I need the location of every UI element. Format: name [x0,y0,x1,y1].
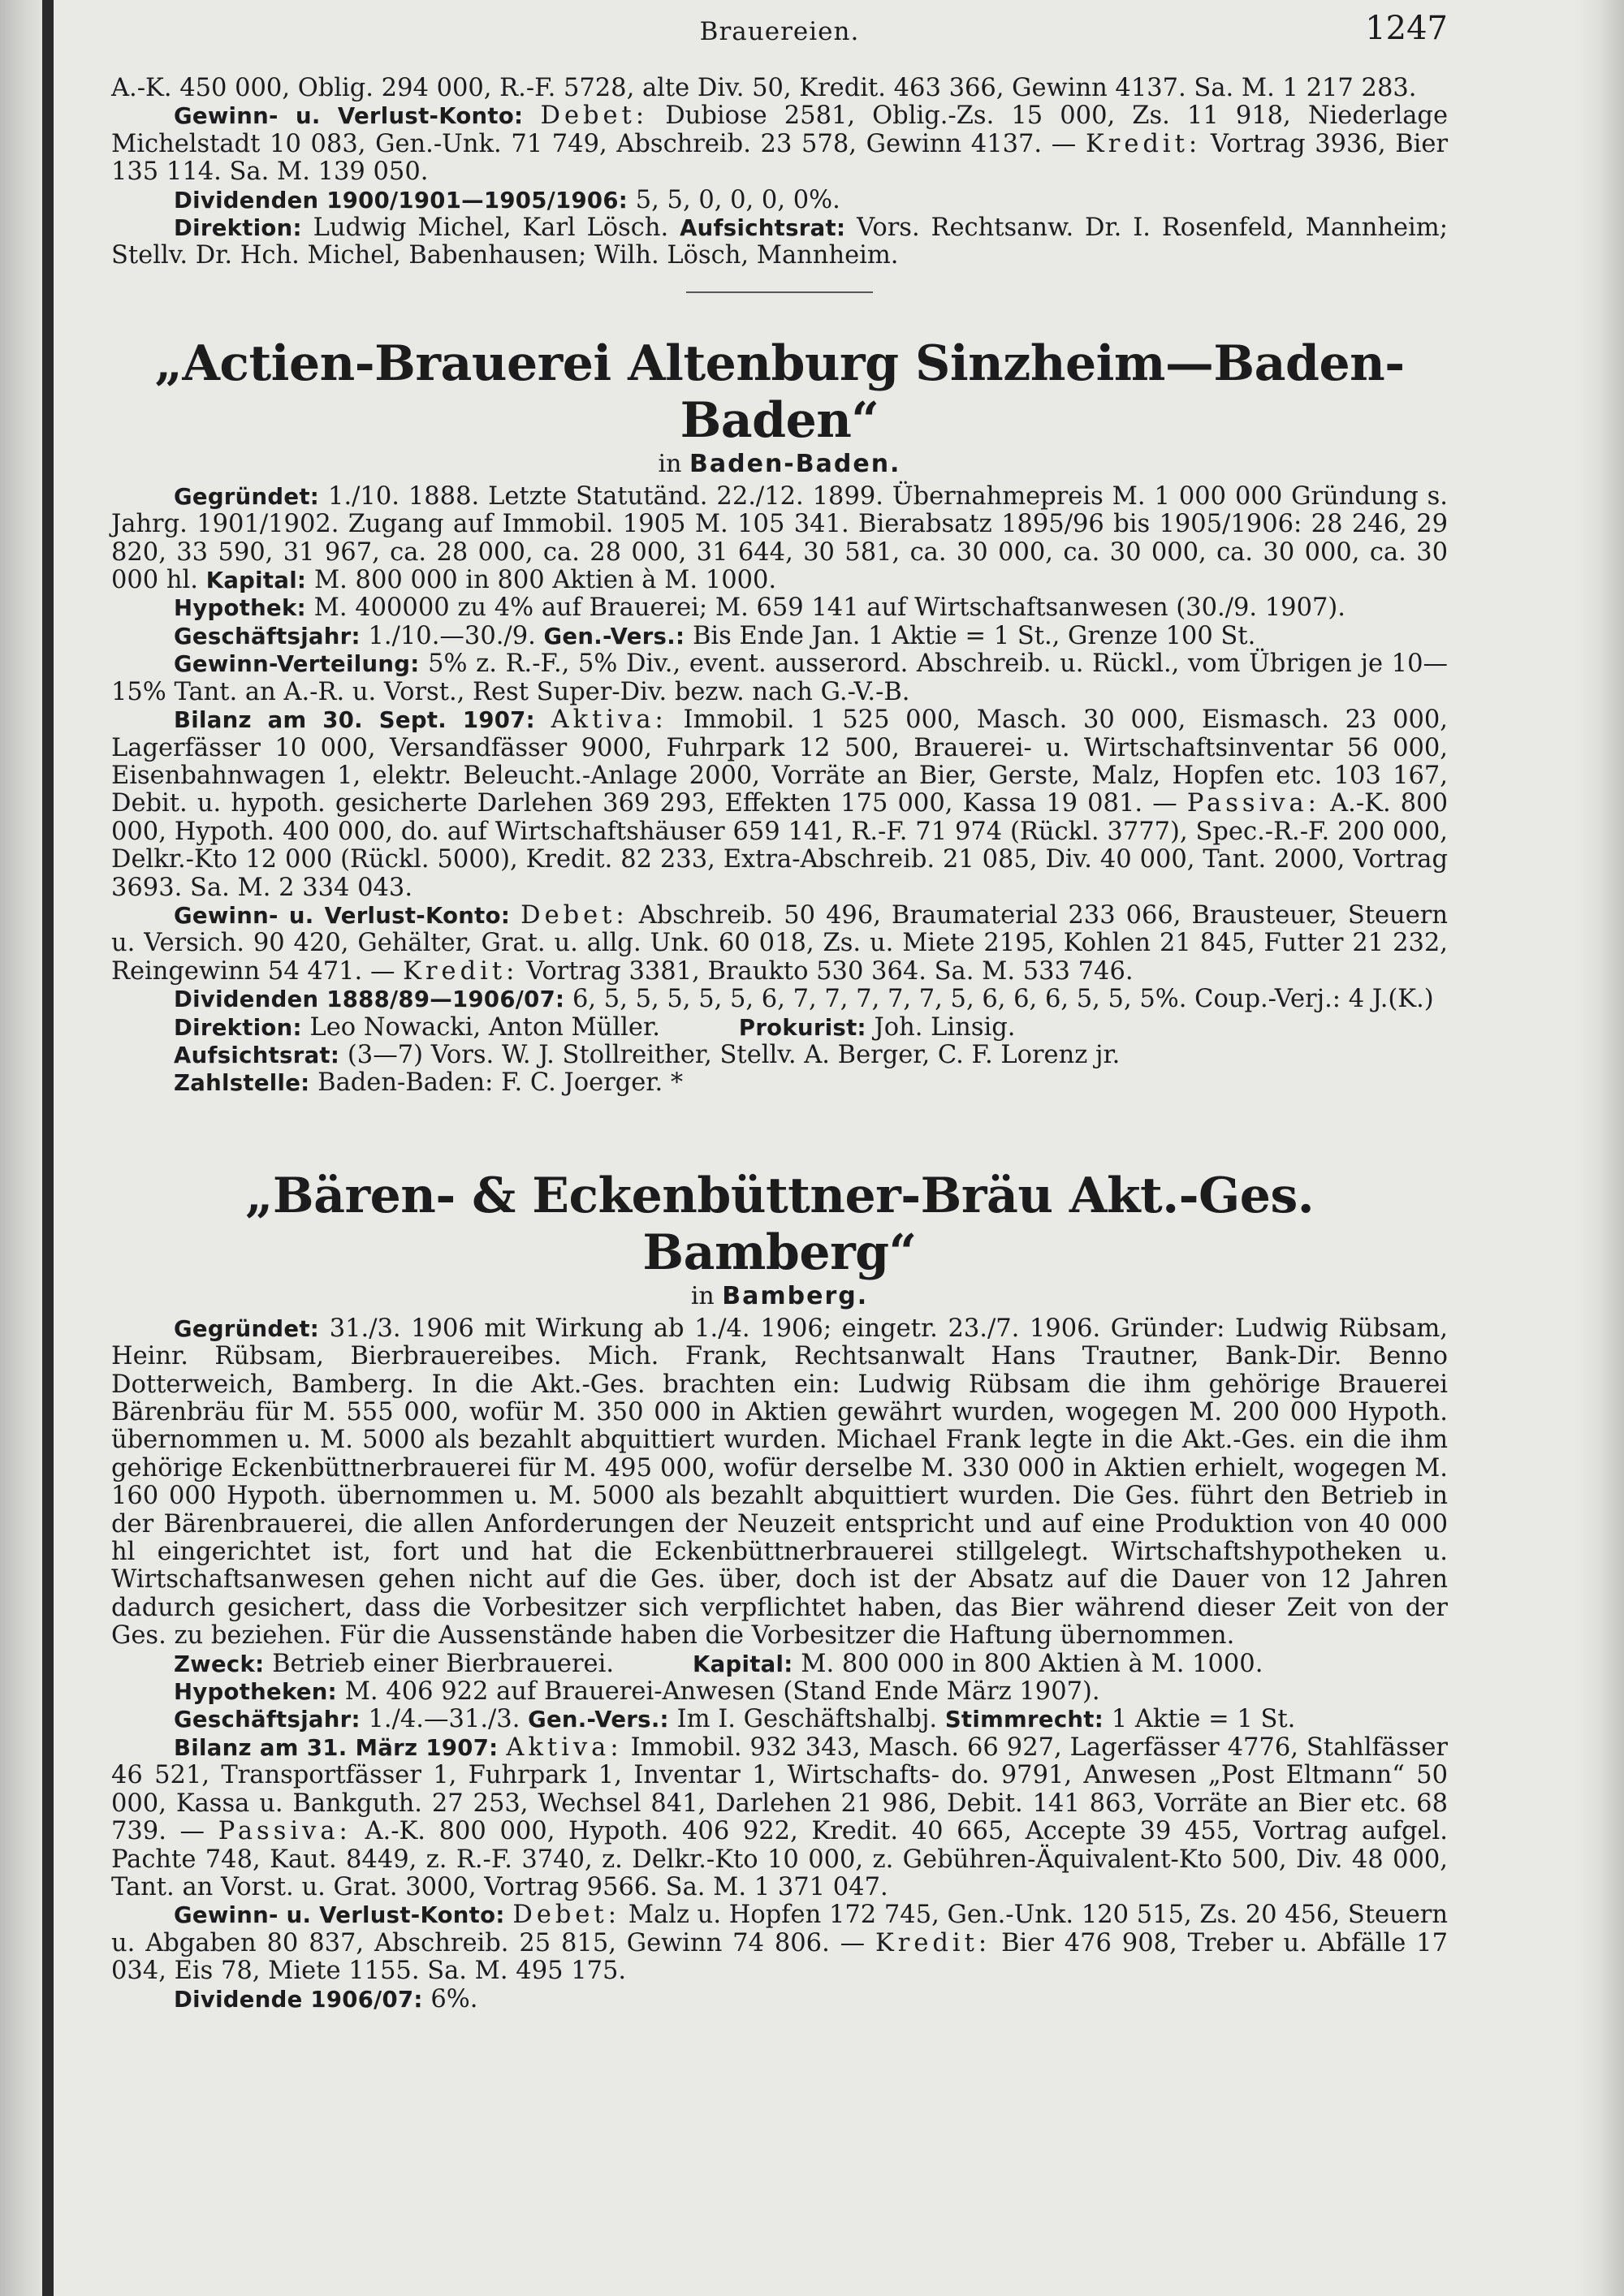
document-page [111,10,1449,2013]
label: Kapital: [205,568,307,594]
previous-entry [111,75,1448,270]
label: Stimmrecht: [944,1707,1104,1733]
entry-geschaeftsjahr: Geschäftsjahr: 1./4.—31./3. Gen.-Vers.: Im I. Geschäftshalbj. Stimmrecht: 1 Aktie = 1 St. [174,1705,1296,1734]
label: Bilanz am 31. März 1907: [174,1734,499,1761]
entry-zweck: Zweck: Betrieb einer Bierbrauerei. Kapital: M. 800 000 in 800 Aktien à M. 1000. [174,1649,1263,1678]
prev-balance-line: A.-K. 450 000, Oblig. 294 000, R.-F. 5728, alte Div. 50, Kredit. 463 366, Gewinn 4137. Sa. M. 1 217 283. [111,74,1417,102]
entry-bilanz: Bilanz am 30. Sept. 1907: Aktiva: Immobil. 1 525 000, Masch. 30 000, Eismasch. 23 000, Lagerfässer 10 000, Versandfässer 9000, Fuhrpark 12 500, Brauerei- u. Wirtschaftsinventar 56 000, Eisenbahnwagen 1, elektr. Beleucht.-Anlage 2000, Vorräte an Bier, Gerste, Malz, Hopfen etc. 103 167, Debit. u. hypoth. gesicherte Darlehen 369 293, Effekten 175 000, Kassa 19 081. — Passiva: A.-K. 800 000, Hypoth. 400 000, do. auf Wirtschaftshäuser 659 141, R.-F. 71 974 (Rückl. 3777), Spec.-R.-F. 200 000, Delkr.-Kto 12 000 (Rückl. 5000), Kredit. 82 233, Extra-Abschreib. 21 085, Div. 40 000, Tant. 2000, Vortrag 3693. Sa. M. 2 334 043. [111,706,1448,902]
company-title: „Bären- & Eckenbüttner-Bräu Akt.-Ges. Bamberg“ [244,1167,1315,1281]
binding-edge [42,0,54,2296]
label: Geschäftsjahr: [174,623,361,650]
label: Aufsichtsrat: [680,215,846,242]
prev-direktion: Direktion: Ludwig Michel, Karl Lösch. Aufsichtsrat: Vors. Rechtsanw. Dr. I. Rosenfeld, Mannheim; Stellv. Dr. Hch. Michel, Babenhausen; Wilh. Lösch, Mannheim. [111,214,1448,270]
company-entry-baeren-eckenbuettner [111,1167,1448,2013]
entry-gegruendet: Gegründet: 1./10. 1888. Letzte Statutänd. 22./12. 1899. Übernahmepreis M. 1 000 000 Gründung s. Jahrg. 1901/1902. Zugang auf Immobil. 1905 M. 105 341. Bierabsatz 1895/96 bis 1905/1906: 28 246, 29 820, 33 590, 31 967, ca. 28 000, ca. 28 000, 31 644, 30 581, ca. 30 000, ca. 30 000, ca. 30 000, ca. 30 000 hl. Kapital: M. 800 000 in 800 Aktien à M. 1000. [111,481,1448,595]
company-location: in Bamberg. [690,1281,869,1310]
section-gap [111,1098,1448,1167]
entry-geschaeftsjahr: Geschäftsjahr: 1./10.—30./9. Gen.-Vers.: Bis Ende Jan. 1 Aktie = 1 St., Grenze 100 St. [174,621,1256,650]
label: Dividende 1906/07: [174,1986,423,2013]
page-number: 1247 [1365,10,1448,47]
entry-aufsichtsrat: Aufsichtsrat: (3—7) Vors. W. J. Stollreither, Stellv. A. Berger, C. F. Lorenz jr. [174,1040,1121,1069]
label: Hypotheken: [174,1679,337,1706]
entry-direktion: Direktion: Leo Nowacki, Anton Müller. Prokurist: Joh. Linsig. [174,1012,1016,1042]
label: Geschäftsjahr: [174,1707,361,1733]
label: Gewinn- u. Verlust-Konto: [174,1902,505,1929]
entry-gewinnverteilung: Gewinn-Verteilung: 5% z. R.-F., 5% Div., event. ausserord. Abschreib. u. Rückl., vom Übrigen je 10—15% Tant. an A.-R. u. Vorst., Rest Super-Div. bezw. nach G.-V.-B. [111,650,1448,706]
label: Gewinn- u. Verlust-Konto: [174,103,524,130]
section-divider [686,291,873,293]
entry-hypothek: Hypothek: M. 400000 zu 4% auf Brauerei; M. 659 141 auf Wirtschaftsanwesen (30./9. 1907). [174,593,1345,623]
running-head-title: Brauereien. [699,17,860,46]
company-entry-altenburg [111,335,1448,1098]
company-title: „Actien-Brauerei Altenburg Sinzheim—Baden-Baden“ [154,334,1405,449]
label: Zweck: [174,1651,265,1677]
page-shadow-left [0,0,47,2296]
entry-hypotheken: Hypotheken: M. 406 922 auf Brauerei-Anwesen (Stand Ende März 1907). [174,1677,1100,1707]
entry-dividenden: Dividenden 1888/89—1906/07: 6, 5, 5, 5, 5, 5, 6, 7, 7, 7, 7, 7, 5, 6, 6, 6, 5, 5, 5%. Coup.-Verj.: 4 J.(K.) [174,985,1434,1014]
prev-guv: Gewinn- u. Verlust-Konto: Debet: Dubiose 2581, Oblig.-Zs. 15 000, Zs. 11 918, Niederlage Michelstadt 10 083, Gen.-Unk. 71 749, Abschreib. 23 578, Gewinn 4137. — Kredit: Vortrag 3936, Bier 135 114. Sa. M. 139 050. [111,101,1449,187]
label: Gen.-Vers.: [528,1707,669,1733]
label: Gewinn-Verteilung: [174,651,420,678]
label: Hypothek: [174,595,306,622]
label: Gegründet: [174,483,320,510]
label: Prokurist: [738,1014,866,1041]
entry-gegruendet: Gegründet: 31./3. 1906 mit Wirkung ab 1./4. 1906; eingetr. 23./7. 1906. Gründer: Ludwig Rübsam, Heinr. Rübsam, Bierbrauereibes. Mich. Frank, Rechtsanwalt Hans Trautner, Bank-Dir. Benno Dotterweich, Bamberg. In die Akt.-Ges. brachten ein: Ludwig Rübsam die ihm gehörige Brauerei Bärenbräu für M. 555 000, wofür M. 350 000 in Aktien gewährt wurden, wogegen M. 200 000 Hypoth. übernommen u. M. 5000 als bezahlt abquittiert wurden. Michael Frank legte in die Akt.-Ges. ein die ihm gehörige Eckenbüttnerbrauerei für M. 495 000, wofür derselbe M. 330 000 in Aktien erhielt, wogegen M. 160 000 Hypoth. übernommen u. M. 5000 als bezahlt abquittiert wurden. Die Ges. führt den Betrieb in der Bärenbrauerei, die allen Anforderungen der Neuzeit entspricht und auf eine Produktion von 40 000 hl eingerichtet ist, fort und hat die Eckenbüttnerbrauerei stillgelegt. Wirtschaftshypotheken u. Wirtschaftsanwesen gehen nicht auf die Ges. über, doch ist der Absatz auf die Dauer von 12 Jahren dadurch gesichert, dass die Vorbesitzer sich verpflichtet haben, das Bier während dieser Zeit von der Ges. zu beziehen. Für die Aussenstände haben die Vorbesitzer die Haftung übernommen. [111,1314,1448,1651]
label: Zahlstelle: [174,1070,310,1097]
page-shadow-right [1575,0,1624,2296]
label: Gewinn- u. Verlust-Konto: [174,902,511,929]
prev-dividends: Dividenden 1900/1901—1905/1906: 5, 5, 0, 0, 0, 0%. [174,185,840,214]
label: Bilanz am 30. Sept. 1907: [174,707,535,734]
label: Gen.-Vers.: [543,623,685,650]
entry-guv: Gewinn- u. Verlust-Konto: Debet: Malz u. Hopfen 172 745, Gen.-Unk. 120 515, Zs. 20 456, Steuern u. Abgaben 80 837, Abschreib. 25 815, Gewinn 74 806. — Kredit: Bier 476 908, Treber u. Abfälle 17 034, Eis 78, Miete 1155. Sa. M. 495 175. [111,1901,1448,1986]
label: Dividenden 1888/89—1906/07: [174,986,565,1013]
running-head [111,10,1448,57]
entry-guv: Gewinn- u. Verlust-Konto: Debet: Abschreib. 50 496, Braumaterial 233 066, Brausteuer, Steuern u. Versich. 90 420, Gehälter, Grat. u. allg. Unk. 60 018, Zs. u. Miete 2195, Kohlen 21 845, Futter 21 232, Reingewinn 54 471. — Kredit: Vortrag 3381, Braukto 530 364. Sa. M. 533 746. [111,900,1448,986]
entry-bilanz: Bilanz am 31. März 1907: Aktiva: Immobil. 932 343, Masch. 66 927, Lagerfässer 4776, Stahlfässer 46 521, Transportfässer 1, Fuhrpark 1, Inventar 1, Wirtschafts- do. 9791, Anwesen „Post Eltmann“ 50 000, Kassa u. Bankguth. 27 253, Wechsel 841, Darlehen 21 986, Debit. 141 863, Vorräte an Bier etc. 68 739. — Passiva: A.-K. 800 000, Hypoth. 406 922, Kredit. 40 665, Accepte 39 455, Vortrag aufgel. Pachte 748, Kaut. 8449, z. R.-F. 3740, z. Delkr.-Kto 10 000, z. Gebühren-Äquivalent-Kto 500, Div. 48 000, Tant. an Vorst. u. Grat. 3000, Vortrag 9566. Sa. M. 1 371 047. [111,1733,1449,1901]
label: Aufsichtsrat: [174,1042,340,1068]
label: Direktion: [174,215,302,242]
label: Direktion: [174,1014,302,1041]
label: Dividenden 1900/1901—1905/1906: [174,187,628,214]
label: Kapital: [693,1651,793,1677]
label: Gegründet: [174,1315,320,1342]
company-location: in Baden-Baden. [658,449,901,478]
entry-zahlstelle: Zahlstelle: Baden-Baden: F. C. Joerger. * [174,1068,684,1098]
entry-dividende: Dividende 1906/07: 6%. [174,1984,478,2013]
